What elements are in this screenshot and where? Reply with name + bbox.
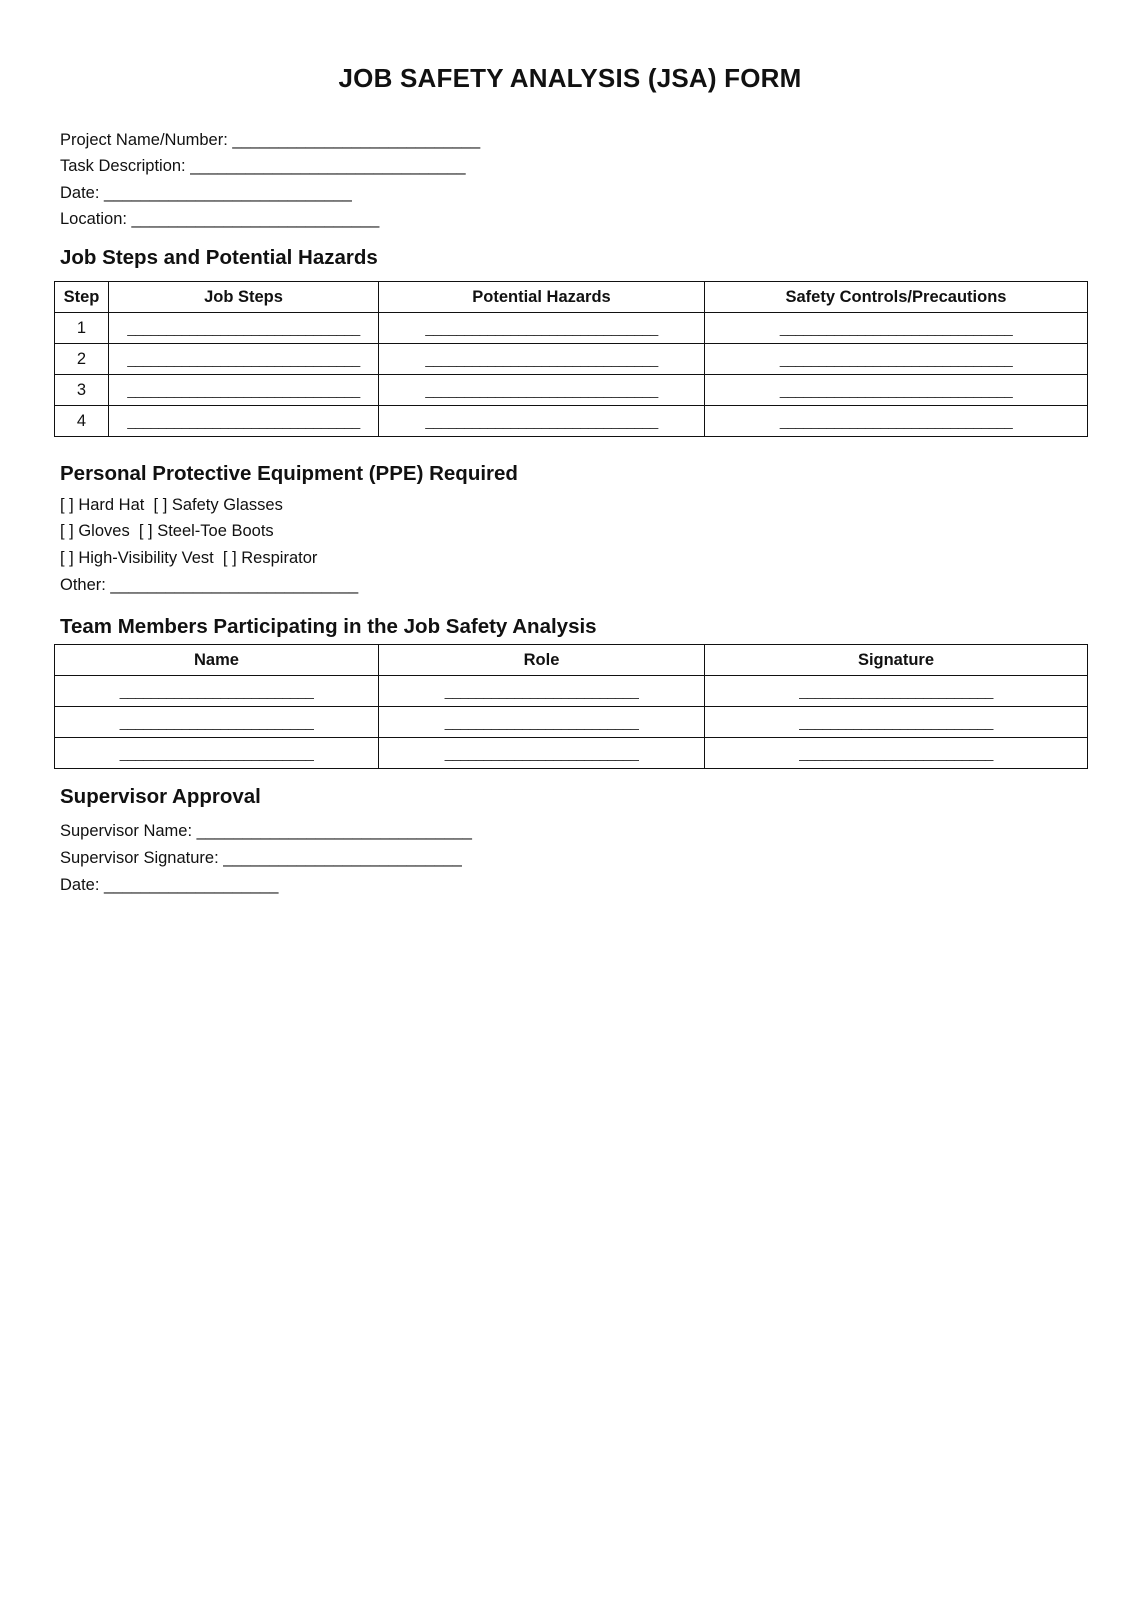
- ppe-other-field[interactable]: Other: ___________________________: [60, 576, 359, 594]
- role-cell[interactable]: [379, 676, 705, 707]
- column-header-name: Name: [55, 645, 379, 676]
- hazard-blank[interactable]: ______________________________: [425, 319, 658, 337]
- job-steps-table: [54, 281, 1088, 437]
- table-row: [55, 313, 1088, 344]
- control-blank[interactable]: ______________________________: [779, 381, 1013, 399]
- role-cell[interactable]: [379, 707, 705, 738]
- name-blank[interactable]: _________________________: [119, 713, 314, 731]
- supervisor-heading: Supervisor Approval: [60, 785, 261, 808]
- table-header-row: [55, 282, 1088, 313]
- column-header-step: Step: [55, 282, 109, 313]
- team-table: [54, 644, 1088, 769]
- hazard-cell[interactable]: [379, 344, 705, 375]
- name-cell[interactable]: [55, 676, 379, 707]
- job-step-blank[interactable]: ______________________________: [127, 381, 360, 399]
- hazard-blank[interactable]: ______________________________: [425, 412, 658, 430]
- job-step-cell[interactable]: [109, 344, 379, 375]
- control-cell[interactable]: [705, 344, 1088, 375]
- hazard-cell[interactable]: [379, 375, 705, 406]
- table-row: [55, 738, 1088, 769]
- signature-blank[interactable]: _________________________: [799, 682, 993, 700]
- table-row: [55, 344, 1088, 375]
- hazard-cell[interactable]: [379, 406, 705, 437]
- date-field[interactable]: Date: ___________________________: [60, 184, 352, 202]
- ppe-option-line-1[interactable]: [ ] Hard Hat [ ] Safety Glasses: [60, 496, 283, 514]
- supervisor-date-field[interactable]: Date: ___________________: [60, 876, 279, 894]
- signature-cell[interactable]: [705, 676, 1088, 707]
- control-cell[interactable]: [705, 375, 1088, 406]
- name-blank[interactable]: _________________________: [119, 744, 314, 762]
- table-row: [55, 707, 1088, 738]
- table-row: [55, 406, 1088, 437]
- job-step-blank[interactable]: ______________________________: [127, 350, 360, 368]
- column-header-potential-hazards: Potential Hazards: [379, 282, 705, 313]
- job-step-cell[interactable]: [109, 406, 379, 437]
- job-step-blank[interactable]: ______________________________: [127, 319, 360, 337]
- page-title: JOB SAFETY ANALYSIS (JSA) FORM: [338, 63, 802, 93]
- table-row: [55, 375, 1088, 406]
- signature-cell[interactable]: [705, 707, 1088, 738]
- control-blank[interactable]: ______________________________: [779, 319, 1013, 337]
- hazard-blank[interactable]: ______________________________: [425, 381, 658, 399]
- step-number: 2: [55, 344, 109, 375]
- ppe-heading: Personal Protective Equipment (PPE) Required: [60, 462, 518, 485]
- step-number: 3: [55, 375, 109, 406]
- control-cell[interactable]: [705, 406, 1088, 437]
- column-header-signature: Signature: [705, 645, 1088, 676]
- control-blank[interactable]: ______________________________: [779, 412, 1013, 430]
- hazard-blank[interactable]: ______________________________: [425, 350, 658, 368]
- job-step-blank[interactable]: ______________________________: [127, 412, 360, 430]
- signature-blank[interactable]: _________________________: [799, 744, 993, 762]
- job-steps-heading: Job Steps and Potential Hazards: [60, 246, 378, 269]
- control-blank[interactable]: ______________________________: [779, 350, 1013, 368]
- table-row: [55, 676, 1088, 707]
- step-number: 4: [55, 406, 109, 437]
- signature-cell[interactable]: [705, 738, 1088, 769]
- ppe-option-line-3[interactable]: [ ] High-Visibility Vest [ ] Respirator: [60, 549, 318, 567]
- signature-blank[interactable]: _________________________: [799, 713, 993, 731]
- hazard-cell[interactable]: [379, 313, 705, 344]
- name-blank[interactable]: _________________________: [119, 682, 314, 700]
- job-step-cell[interactable]: [109, 313, 379, 344]
- control-cell[interactable]: [705, 313, 1088, 344]
- ppe-option-line-2[interactable]: [ ] Gloves [ ] Steel-Toe Boots: [60, 522, 274, 540]
- role-blank[interactable]: _________________________: [444, 744, 639, 762]
- role-cell[interactable]: [379, 738, 705, 769]
- location-field[interactable]: Location: ___________________________: [60, 210, 380, 228]
- name-cell[interactable]: [55, 738, 379, 769]
- supervisor-signature-field[interactable]: Supervisor Signature: __________________________: [60, 849, 462, 867]
- column-header-role: Role: [379, 645, 705, 676]
- supervisor-name-field[interactable]: Supervisor Name: ______________________________: [60, 822, 472, 840]
- role-blank[interactable]: _________________________: [444, 682, 639, 700]
- column-header-safety-controls: Safety Controls/Precautions: [705, 282, 1088, 313]
- team-heading: Team Members Participating in the Job Safety Analysis: [60, 615, 597, 638]
- column-header-job-steps: Job Steps: [109, 282, 379, 313]
- project-name-field[interactable]: Project Name/Number: ___________________________: [60, 131, 481, 149]
- name-cell[interactable]: [55, 707, 379, 738]
- table-header-row: [55, 645, 1088, 676]
- role-blank[interactable]: _________________________: [444, 713, 639, 731]
- step-number: 1: [55, 313, 109, 344]
- job-step-cell[interactable]: [109, 375, 379, 406]
- task-description-field[interactable]: Task Description: ______________________________: [60, 157, 466, 175]
